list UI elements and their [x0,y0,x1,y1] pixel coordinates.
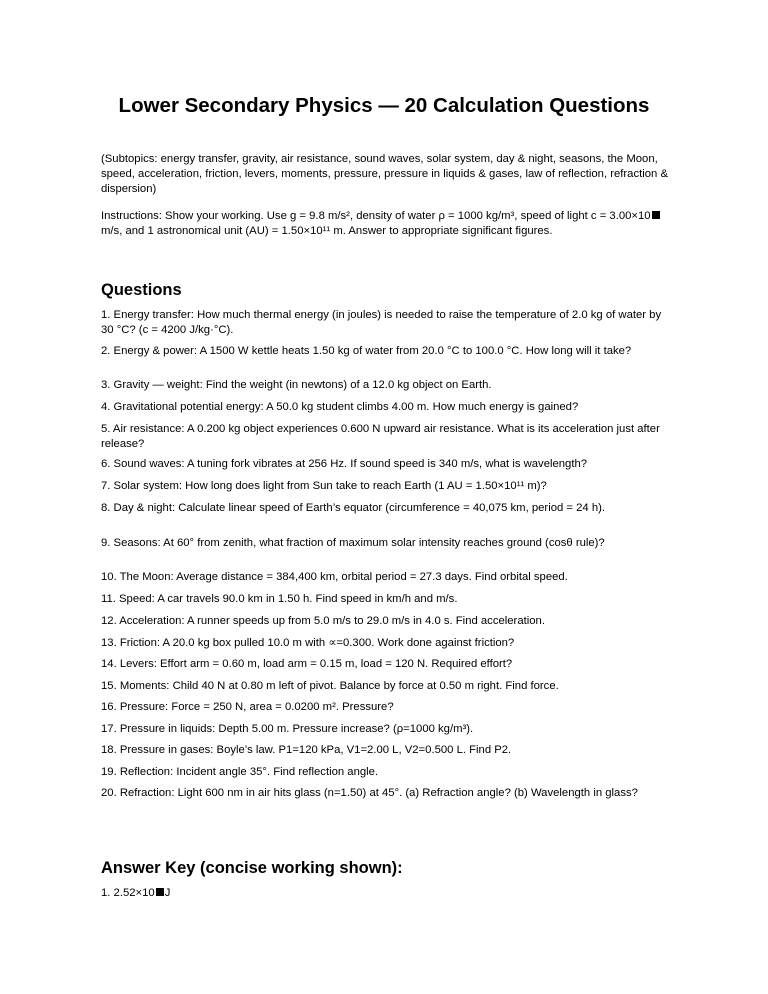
question-item: 16. Pressure: Force = 250 N, area = 0.0200 m². Pressure? [101,701,394,713]
question-item: 11. Speed: A car travels 90.0 km in 1.50 h. Find speed in km/h and m/s. [101,593,458,605]
answer-key-heading: Answer Key (concise working shown): [101,859,403,877]
page-title: Lower Secondary Physics — 20 Calculation Questions [118,94,650,117]
question-item: 17. Pressure in liquids: Depth 5.00 m. Pressure increase? (ρ=1000 kg/m³). [101,723,474,735]
answer-suffix: J [164,887,171,899]
question-item: 19. Reflection: Incident angle 35°. Find reflection angle. [101,766,379,778]
subtopics-paragraph: (Subtopics: energy transfer, gravity, air resistance, sound waves, solar system, day & night, seasons, the Moon, speed, acceleration, friction, levers, moments, pressure, pressure in liquids & gases, law of reflection, refraction & dispersion) [101,153,668,195]
question-item: 2. Energy & power: A 1500 W kettle heats 1.50 kg of water from 20.0 °C to 100.0 °C. How long will it take? [101,345,632,357]
question-item: 5. Air resistance: A 0.200 kg object experiences 0.600 N upward air resistance. What is its acceleration just after release? [101,423,660,450]
question-item: 6. Sound waves: A tuning fork vibrates at 256 Hz. If sound speed is 340 m/s, what is wavelength? [101,458,588,470]
question-item: 12. Acceleration: A runner speeds up from 5.0 m/s to 29.0 m/s in 4.0 s. Find acceleration. [101,615,545,627]
question-item: 18. Pressure in gases: Boyle’s law. P1=120 kPa, V1=2.00 L, V2=0.500 L. Find P2. [101,744,512,756]
question-item: 9. Seasons: At 60° from zenith, what fraction of maximum solar intensity reaches ground (cosθ rule)? [101,537,605,549]
question-item: 1. Energy transfer: How much thermal energy (in joules) is needed to raise the temperature of 2.0 kg of water by 30 °C? (c = 4200 J/kg·°C). [101,309,662,336]
question-item: 13. Friction: A 20.0 kg box pulled 10.0 m with ∝=0.300. Work done against friction? [101,637,515,649]
question-item: 20. Refraction: Light 600 nm in air hits glass (n=1.50) at 45°. (a) Refraction angle? (b) Wavelength in glass? [101,787,638,799]
question-item: 3. Gravity — weight: Find the weight (in newtons) of a 12.0 kg object on Earth. [101,379,492,391]
question-item: 15. Moments: Child 40 N at 0.80 m left of pivot. Balance by force at 0.50 m right. Find force. [101,680,559,692]
instructions-text-part1: Instructions: Show your working. Use g = 9.8 m/s², density of water ρ = 1000 kg/m³, speed of light c = 3.00×10 [101,210,651,222]
question-item: 14. Levers: Effort arm = 0.60 m, load arm = 0.15 m, load = 120 N. Required effort? [101,658,513,670]
question-item: 4. Gravitational potential energy: A 50.0 kg student climbs 4.00 m. How much energy is gained? [101,401,579,413]
missing-glyph-box [156,888,164,896]
question-item: 8. Day & night: Calculate linear speed of Earth’s equator (circumference = 40,075 km, period = 24 h). [101,502,606,514]
answer-item [101,886,671,901]
missing-glyph-box [652,211,660,219]
answer-prefix: 1. 2.52×10 [101,887,155,899]
question-item: 7. Solar system: How long does light from Sun take to reach Earth (1 AU = 1.50×10¹¹ m)? [101,480,547,492]
questions-heading: Questions [101,281,182,299]
instructions-paragraph [101,209,671,239]
question-item: 10. The Moon: Average distance = 384,400 km, orbital period = 27.3 days. Find orbital speed. [101,571,568,583]
instructions-text-part2: m/s, and 1 astronomical unit (AU) = 1.50×10¹¹ m. Answer to appropriate significant figures. [101,225,553,237]
